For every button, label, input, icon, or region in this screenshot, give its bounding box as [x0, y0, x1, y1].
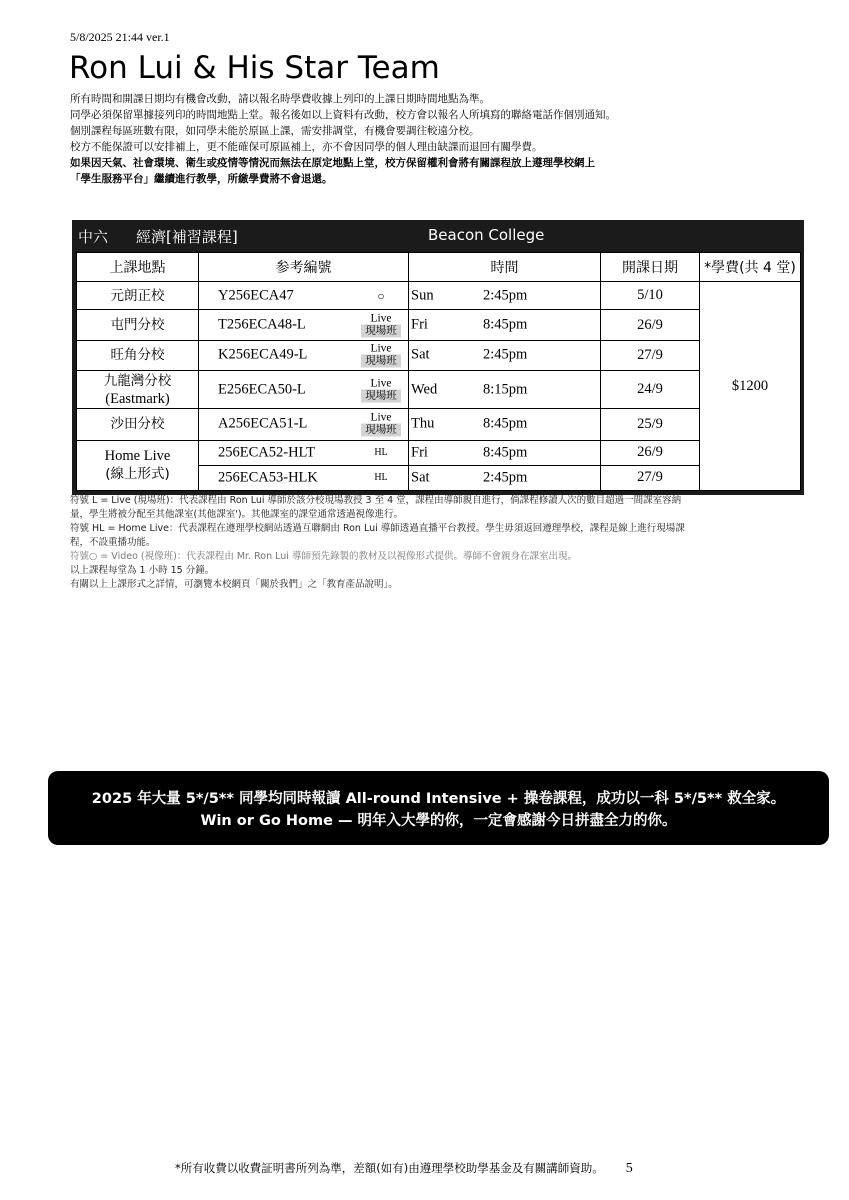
start-date-cell: 24/9	[601, 370, 700, 408]
ref-code: A256ECA51-L	[218, 415, 308, 432]
location-subname: (Eastmark)	[105, 390, 170, 407]
live-label: Live	[370, 342, 392, 355]
table-header-row	[77, 253, 801, 282]
footnote-home-live-cont: 程，不設重播功能。	[70, 537, 156, 548]
ref-cell	[199, 409, 409, 440]
home-live-sublabel: (線上形式)	[105, 466, 170, 483]
video-symbol: ○	[377, 288, 385, 303]
start-date-cell: 25/9	[601, 409, 700, 440]
xian-label: 現場班	[361, 325, 401, 338]
course-level: 中六	[78, 228, 109, 246]
hl-symbol: HL	[374, 446, 388, 458]
page-title: Ron Lui & His Star Team	[69, 50, 440, 86]
live-label: Live	[370, 312, 392, 325]
weekday: Fri	[411, 444, 428, 461]
weekday: Sat	[411, 346, 430, 363]
ref-code: E256ECA50-L	[218, 381, 306, 398]
notice-bold-line: 「學生服務平台」繼續進行教學，所繳學費將不會退還。	[70, 173, 333, 185]
home-live-label: Home Live	[104, 448, 171, 465]
table-row	[77, 340, 801, 370]
time-cell	[409, 340, 601, 370]
live-label: Live	[370, 377, 392, 390]
schedule-panel	[72, 220, 804, 495]
weekday: Fri	[411, 316, 428, 333]
ref-code: K256ECA49-L	[218, 346, 308, 363]
xian-label: 現場班	[361, 389, 401, 402]
notice-line: 同學必須保留單據接列印的時間地點上堂。報名後如以上資料有改動，校方會以報名人所填寫的聯絡電話作個別通知。	[70, 109, 616, 121]
time-cell	[409, 409, 601, 440]
live-tag	[361, 412, 401, 437]
notice-line: 校方不能保證可以安排補上，更不能確保可原區補上，亦不會因同學的個人理由缺課而退回有關學費。	[70, 141, 543, 153]
live-tag	[361, 343, 401, 368]
start-date-cell: 5/10	[601, 282, 700, 310]
live-label: Live	[370, 411, 392, 424]
version-stamp: 5/8/2025 21:44 ver.1	[70, 30, 170, 44]
location-cell	[77, 370, 199, 408]
weekday: Sun	[411, 287, 434, 304]
course-subject: 經濟[補習課程]	[136, 228, 238, 246]
start-date-cell: 26/9	[601, 310, 700, 340]
weekday: Sat	[411, 469, 430, 486]
promo-banner	[48, 771, 829, 845]
col-header-location: 上課地點	[77, 253, 199, 282]
time-cell	[409, 440, 601, 465]
ref-cell	[199, 340, 409, 370]
banner-line-2: Win or Go Home — 明年入大學的你，一定會感謝今日拼盡全力的你。	[200, 813, 677, 829]
live-tag	[361, 377, 401, 402]
xian-label: 現場班	[361, 355, 401, 368]
time-cell	[409, 282, 601, 310]
footnote-home-live: 符號 HL = Home Live：代表課程在遵理學校網站透過互聯網由 Ron Lui 導師透過直播平台教授。學生毋須返回遵理學校，課程是線上進行現場課	[70, 523, 685, 534]
col-header-start-date: 開課日期	[601, 253, 700, 282]
location-cell: 沙田分校	[77, 409, 199, 440]
footer-note: *所有收費以收費証明書所列為準，差額(如有)由遵理學校助學基金及有關講師資助。	[175, 1161, 604, 1175]
footnote-duration: 以上課程每堂為 1 小時 15 分鐘。	[70, 565, 215, 576]
weekday: Wed	[411, 381, 438, 398]
start-date-cell: 27/9	[601, 340, 700, 370]
ref-code: 256ECA52-HLT	[218, 444, 315, 461]
course-header	[72, 220, 804, 252]
class-time: 8:45pm	[483, 444, 528, 461]
footnote-live: 符號 L = Live (現場班)：代表課程由 Ron Lui 導師於該分校現場教授 3 至 4 堂，課程由導師親自進行，倘課程修讀人次的數目超過一間課室容納	[70, 495, 682, 506]
ref-cell	[199, 440, 409, 465]
class-time: 8:45pm	[483, 316, 528, 333]
class-time: 2:45pm	[483, 287, 528, 304]
location-name: 九龍灣分校	[103, 372, 172, 389]
footnotes	[70, 494, 805, 592]
location-cell: 旺角分校	[77, 340, 199, 370]
table-row	[77, 440, 801, 465]
location-cell: 屯門分校	[77, 310, 199, 340]
page-footer	[175, 1160, 633, 1177]
college-name: Beacon College	[428, 226, 545, 244]
location-cell-home-live	[77, 440, 199, 490]
notices	[70, 91, 810, 187]
class-time: 8:15pm	[483, 381, 528, 398]
time-cell	[409, 310, 601, 340]
location-cell: 元朗正校	[77, 282, 199, 310]
start-date-cell: 26/9	[601, 440, 700, 465]
table-row	[77, 310, 801, 340]
ref-cell	[199, 370, 409, 408]
col-header-fee: *學費(共 4 堂)	[700, 253, 801, 282]
schedule-table	[76, 252, 801, 491]
ref-cell	[199, 465, 409, 490]
ref-code: T256ECA48-L	[218, 316, 306, 333]
notice-line: 所有時間和開課日期均有機會改動，請以報名時學費收據上列印的上課日期時間地點為準。	[70, 93, 490, 105]
fee-cell: $1200	[700, 282, 801, 491]
ref-code: 256ECA53-HLK	[218, 469, 318, 486]
ref-cell	[199, 310, 409, 340]
class-time: 2:45pm	[483, 469, 528, 486]
col-header-ref: 参考編號	[199, 253, 409, 282]
class-time: 2:45pm	[483, 346, 528, 363]
banner-line-1: 2025 年大量 5*/5** 同學均同時報讀 All-round Intensive + 操卷課程，成功以一科 5*/5** 救全家。	[91, 791, 786, 807]
live-tag	[361, 313, 401, 338]
time-cell	[409, 370, 601, 408]
page-number: 5	[625, 1161, 633, 1176]
hl-symbol: HL	[374, 471, 388, 483]
table-row	[77, 282, 801, 310]
class-time: 8:45pm	[483, 415, 528, 432]
weekday: Thu	[411, 415, 435, 432]
ref-cell	[199, 282, 409, 310]
table-row	[77, 409, 801, 440]
start-date-cell: 27/9	[601, 465, 700, 490]
col-header-time: 時間	[409, 253, 601, 282]
notice-bold-line: 如果因天氣、社會環境、衛生或疫情等情況而無法在原定地點上堂，校方保留權利會將有關課程放上遵理學校網上	[70, 157, 595, 169]
notice-line: 個別課程每區班數有限，如同學未能於原區上課，需安排調堂，有機會要調往較遠分校。	[70, 125, 480, 137]
time-cell	[409, 465, 601, 490]
xian-label: 現場班	[361, 424, 401, 437]
table-row	[77, 370, 801, 408]
footnote-live-cont: 量，學生將被分配至其他課室(其他課室')。其他課室的課堂通常透過視像進行。	[70, 509, 404, 520]
ref-code: Y256ECA47	[218, 287, 294, 304]
footnote-video: 符號○ = Video (視像班)：代表課程由 Mr. Ron Lui 導師預先錄製的教材及以視像形式提供。導師不會親身在課室出現。	[70, 551, 577, 562]
footnote-more-info: 有關以上上課形式之詳情，可瀏覽本校網頁「關於我們」之「教育產品說明」。	[70, 579, 398, 590]
